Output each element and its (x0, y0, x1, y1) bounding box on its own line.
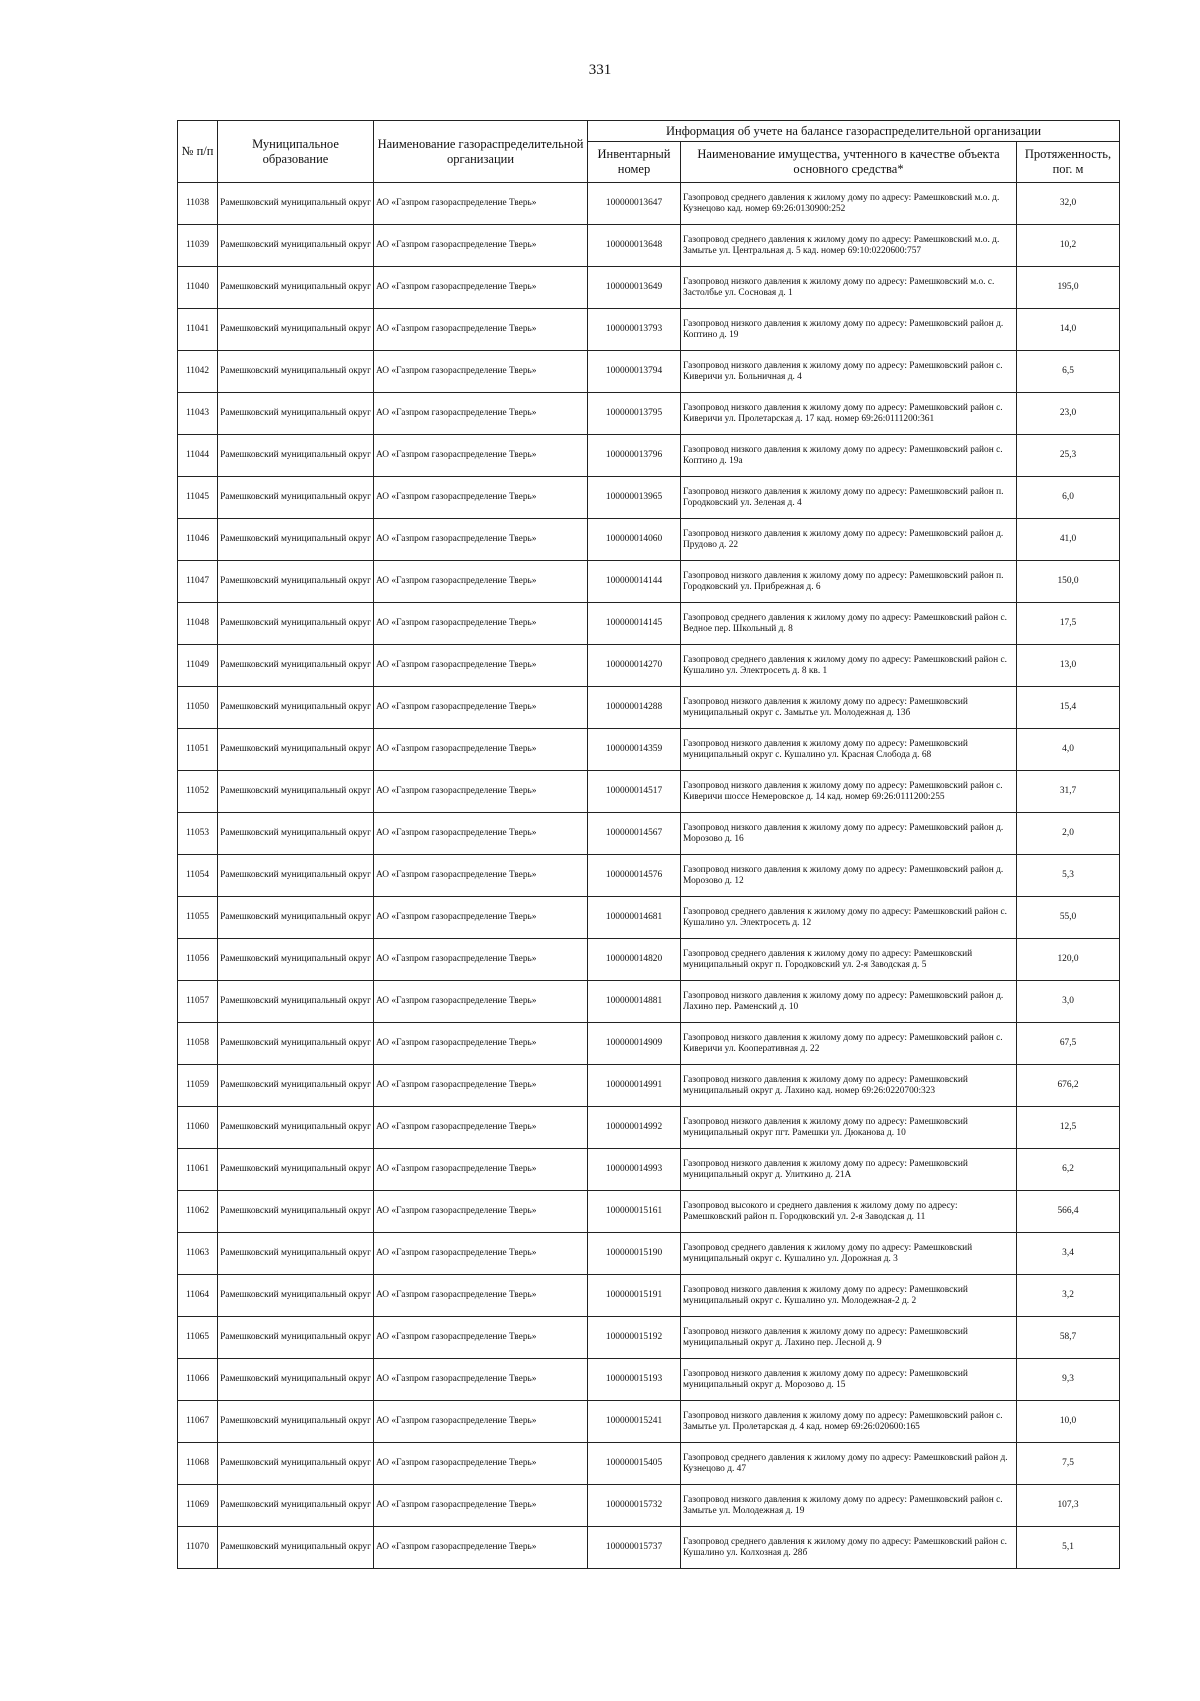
asset-name-cell: Газопровод низкого давления к жилому дому по адресу: Рамешковский район д. Морозово д. 12 (681, 855, 1017, 897)
municipality-cell: Рамешковский муниципальный округ (218, 1443, 374, 1485)
length-cell: 6,5 (1017, 351, 1120, 393)
length-cell: 41,0 (1017, 519, 1120, 561)
row-number: 11038 (178, 183, 218, 225)
registry-table (177, 120, 1120, 1569)
organization-cell: АО «Газпром газораспределение Тверь» (374, 897, 588, 939)
row-number: 11044 (178, 435, 218, 477)
row-number: 11043 (178, 393, 218, 435)
asset-name-cell: Газопровод низкого давления к жилому дому по адресу: Рамешковский район с. Коптино д. 19а (681, 435, 1017, 477)
row-number: 11066 (178, 1359, 218, 1401)
organization-cell: АО «Газпром газораспределение Тверь» (374, 645, 588, 687)
table-row (178, 1359, 1120, 1401)
table-row (178, 1065, 1120, 1107)
municipality-cell: Рамешковский муниципальный округ (218, 225, 374, 267)
inventory-number-cell: 100000014993 (588, 1149, 681, 1191)
table-row (178, 771, 1120, 813)
asset-name-cell: Газопровод низкого давления к жилому дому по адресу: Рамешковский муниципальный округ д. Морозово д. 15 (681, 1359, 1017, 1401)
asset-name-cell: Газопровод среднего давления к жилому дому по адресу: Рамешковский район с. Кушалино ул. Электросеть д. 8 кв. 1 (681, 645, 1017, 687)
table-row (178, 1233, 1120, 1275)
municipality-cell: Рамешковский муниципальный округ (218, 1149, 374, 1191)
row-number: 11065 (178, 1317, 218, 1359)
municipality-cell: Рамешковский муниципальный округ (218, 939, 374, 981)
inventory-number-cell: 100000014517 (588, 771, 681, 813)
asset-name-cell: Газопровод низкого давления к жилому дому по адресу: Рамешковский район д. Лахино пер. Раменский д. 10 (681, 981, 1017, 1023)
length-cell: 107,3 (1017, 1485, 1120, 1527)
asset-name-cell: Газопровод низкого давления к жилому дому по адресу: Рамешковский муниципальный округ с. Замытье ул. Молодежная д. 13б (681, 687, 1017, 729)
asset-name-cell: Газопровод среднего давления к жилому дому по адресу: Рамешковский муниципальный округ п. Городковский ул. 2-я Заводская д. 5 (681, 939, 1017, 981)
inventory-number-cell: 100000014992 (588, 1107, 681, 1149)
inventory-number-cell: 100000014991 (588, 1065, 681, 1107)
row-number: 11048 (178, 603, 218, 645)
length-cell: 58,7 (1017, 1317, 1120, 1359)
organization-cell: АО «Газпром газораспределение Тверь» (374, 1359, 588, 1401)
inventory-number-cell: 100000014820 (588, 939, 681, 981)
inventory-number-cell: 100000015190 (588, 1233, 681, 1275)
inventory-number-cell: 100000015737 (588, 1527, 681, 1569)
length-cell: 9,3 (1017, 1359, 1120, 1401)
inventory-number-cell: 100000014144 (588, 561, 681, 603)
length-cell: 32,0 (1017, 183, 1120, 225)
asset-name-cell: Газопровод низкого давления к жилому дому по адресу: Рамешковский муниципальный округ с. Кушалино ул. Молодежная-2 д. 2 (681, 1275, 1017, 1317)
table-row (178, 225, 1120, 267)
table-row (178, 687, 1120, 729)
organization-cell: АО «Газпром газораспределение Тверь» (374, 855, 588, 897)
inventory-number-cell: 100000015241 (588, 1401, 681, 1443)
table-row (178, 1485, 1120, 1527)
row-number: 11063 (178, 1233, 218, 1275)
row-number: 11052 (178, 771, 218, 813)
inventory-number-cell: 100000015192 (588, 1317, 681, 1359)
row-number: 11050 (178, 687, 218, 729)
municipality-cell: Рамешковский муниципальный округ (218, 897, 374, 939)
organization-cell: АО «Газпром газораспределение Тверь» (374, 1191, 588, 1233)
length-cell: 7,5 (1017, 1443, 1120, 1485)
municipality-cell: Рамешковский муниципальный округ (218, 1275, 374, 1317)
asset-name-cell: Газопровод высокого и среднего давления к жилому дому по адресу: Рамешковский район п. Городковский ул. 2-я Заводская д. 11 (681, 1191, 1017, 1233)
asset-name-cell: Газопровод среднего давления к жилому дому по адресу: Рамешковский район д. Кузнецово д. 47 (681, 1443, 1017, 1485)
municipality-cell: Рамешковский муниципальный округ (218, 729, 374, 771)
asset-name-cell: Газопровод низкого давления к жилому дому по адресу: Рамешковский район д. Морозово д. 16 (681, 813, 1017, 855)
municipality-cell: Рамешковский муниципальный округ (218, 1359, 374, 1401)
table-row (178, 1275, 1120, 1317)
organization-cell: АО «Газпром газораспределение Тверь» (374, 1233, 588, 1275)
header-info-group: Информация об учете на балансе газораспределительной организации (588, 121, 1120, 142)
municipality-cell: Рамешковский муниципальный округ (218, 183, 374, 225)
row-number: 11058 (178, 1023, 218, 1065)
table-row (178, 1401, 1120, 1443)
table-row (178, 1317, 1120, 1359)
municipality-cell: Рамешковский муниципальный округ (218, 645, 374, 687)
row-number: 11069 (178, 1485, 218, 1527)
organization-cell: АО «Газпром газораспределение Тверь» (374, 1401, 588, 1443)
length-cell: 3,4 (1017, 1233, 1120, 1275)
length-cell: 6,2 (1017, 1149, 1120, 1191)
organization-cell: АО «Газпром газораспределение Тверь» (374, 813, 588, 855)
asset-name-cell: Газопровод низкого давления к жилому дому по адресу: Рамешковский район с. Киверичи ул. Кооперативная д. 22 (681, 1023, 1017, 1065)
header-asset-name: Наименование имущества, учтенного в качестве объекта основного средства* (681, 142, 1017, 183)
length-cell: 6,0 (1017, 477, 1120, 519)
inventory-number-cell: 100000015405 (588, 1443, 681, 1485)
header-row-1 (178, 121, 1120, 142)
length-cell: 120,0 (1017, 939, 1120, 981)
row-number: 11045 (178, 477, 218, 519)
municipality-cell: Рамешковский муниципальный округ (218, 1023, 374, 1065)
asset-name-cell: Газопровод низкого давления к жилому дому по адресу: Рамешковский муниципальный округ с. Кушалино ул. Красная Слобода д. 68 (681, 729, 1017, 771)
organization-cell: АО «Газпром газораспределение Тверь» (374, 771, 588, 813)
table-row (178, 645, 1120, 687)
municipality-cell: Рамешковский муниципальный округ (218, 813, 374, 855)
asset-name-cell: Газопровод низкого давления к жилому дому по адресу: Рамешковский район д. Прудово д. 22 (681, 519, 1017, 561)
municipality-cell: Рамешковский муниципальный округ (218, 435, 374, 477)
municipality-cell: Рамешковский муниципальный округ (218, 309, 374, 351)
inventory-number-cell: 100000013647 (588, 183, 681, 225)
asset-name-cell: Газопровод среднего давления к жилому дому по адресу: Рамешковский муниципальный округ с. Кушалино ул. Дорожная д. 3 (681, 1233, 1017, 1275)
table-row (178, 477, 1120, 519)
length-cell: 12,5 (1017, 1107, 1120, 1149)
table-row (178, 1023, 1120, 1065)
row-number: 11040 (178, 267, 218, 309)
row-number: 11047 (178, 561, 218, 603)
municipality-cell: Рамешковский муниципальный округ (218, 561, 374, 603)
table-row (178, 309, 1120, 351)
length-cell: 676,2 (1017, 1065, 1120, 1107)
asset-name-cell: Газопровод среднего давления к жилому дому по адресу: Рамешковский м.о. д. Замытье ул. Центральная д. 5 кад. номер 69:10:0220600:757 (681, 225, 1017, 267)
asset-name-cell: Газопровод низкого давления к жилому дому по адресу: Рамешковский район с. Замытье ул. Пролетарская д. 4 кад. номер 69:26:020600:165 (681, 1401, 1017, 1443)
municipality-cell: Рамешковский муниципальный округ (218, 393, 374, 435)
table-row (178, 939, 1120, 981)
municipality-cell: Рамешковский муниципальный округ (218, 1065, 374, 1107)
inventory-number-cell: 100000015161 (588, 1191, 681, 1233)
header-length: Протяженность, пог. м (1017, 142, 1120, 183)
length-cell: 31,7 (1017, 771, 1120, 813)
organization-cell: АО «Газпром газораспределение Тверь» (374, 981, 588, 1023)
municipality-cell: Рамешковский муниципальный округ (218, 687, 374, 729)
row-number: 11070 (178, 1527, 218, 1569)
row-number: 11042 (178, 351, 218, 393)
row-number: 11060 (178, 1107, 218, 1149)
row-number: 11053 (178, 813, 218, 855)
row-number: 11062 (178, 1191, 218, 1233)
municipality-cell: Рамешковский муниципальный округ (218, 351, 374, 393)
municipality-cell: Рамешковский муниципальный округ (218, 855, 374, 897)
asset-name-cell: Газопровод среднего давления к жилому дому по адресу: Рамешковский район с. Кушалино ул. Колхозная д. 28б (681, 1527, 1017, 1569)
asset-name-cell: Газопровод низкого давления к жилому дому по адресу: Рамешковский муниципальный округ пгт. Рамешки ул. Дюканова д. 10 (681, 1107, 1017, 1149)
length-cell: 14,0 (1017, 309, 1120, 351)
asset-name-cell: Газопровод низкого давления к жилому дому по адресу: Рамешковский район с. Киверичи ул. Пролетарская д. 17 кад. номер 69:26:0111200:361 (681, 393, 1017, 435)
organization-cell: АО «Газпром газораспределение Тверь» (374, 519, 588, 561)
inventory-number-cell: 100000013648 (588, 225, 681, 267)
table-row (178, 393, 1120, 435)
organization-cell: АО «Газпром газораспределение Тверь» (374, 225, 588, 267)
row-number: 11056 (178, 939, 218, 981)
inventory-number-cell: 100000015193 (588, 1359, 681, 1401)
municipality-cell: Рамешковский муниципальный округ (218, 1233, 374, 1275)
inventory-number-cell: 100000014909 (588, 1023, 681, 1065)
inventory-number-cell: 100000013796 (588, 435, 681, 477)
organization-cell: АО «Газпром газораспределение Тверь» (374, 1023, 588, 1065)
header-municipality: Муниципальное образование (218, 121, 374, 183)
municipality-cell: Рамешковский муниципальный округ (218, 981, 374, 1023)
inventory-number-cell: 100000014270 (588, 645, 681, 687)
table-row (178, 183, 1120, 225)
municipality-cell: Рамешковский муниципальный округ (218, 603, 374, 645)
table-row (178, 435, 1120, 477)
asset-name-cell: Газопровод низкого давления к жилому дому по адресу: Рамешковский муниципальный округ д. Лахино кад. номер 69:26:0220700:323 (681, 1065, 1017, 1107)
asset-name-cell: Газопровод среднего давления к жилому дому по адресу: Рамешковский район с. Ведное пер. Школьный д. 8 (681, 603, 1017, 645)
table-body (178, 183, 1120, 1569)
length-cell: 195,0 (1017, 267, 1120, 309)
length-cell: 150,0 (1017, 561, 1120, 603)
organization-cell: АО «Газпром газораспределение Тверь» (374, 183, 588, 225)
length-cell: 67,5 (1017, 1023, 1120, 1065)
municipality-cell: Рамешковский муниципальный округ (218, 771, 374, 813)
header-org: Наименование газораспределительной организации (374, 121, 588, 183)
inventory-number-cell: 100000015732 (588, 1485, 681, 1527)
asset-name-cell: Газопровод низкого давления к жилому дому по адресу: Рамешковский район д. Коптино д. 19 (681, 309, 1017, 351)
length-cell: 15,4 (1017, 687, 1120, 729)
inventory-number-cell: 100000013793 (588, 309, 681, 351)
table-row (178, 561, 1120, 603)
row-number: 11061 (178, 1149, 218, 1191)
table-row (178, 1443, 1120, 1485)
municipality-cell: Рамешковский муниципальный округ (218, 519, 374, 561)
inventory-number-cell: 100000014145 (588, 603, 681, 645)
asset-name-cell: Газопровод низкого давления к жилому дому по адресу: Рамешковский район п. Городковский ул. Зеленая д. 4 (681, 477, 1017, 519)
asset-name-cell: Газопровод среднего давления к жилому дому по адресу: Рамешковский м.о. д. Кузнецово кад. номер 69:26:0130900:252 (681, 183, 1017, 225)
inventory-number-cell: 100000013965 (588, 477, 681, 519)
organization-cell: АО «Газпром газораспределение Тверь» (374, 687, 588, 729)
table-row (178, 603, 1120, 645)
table-row (178, 519, 1120, 561)
inventory-number-cell: 100000014359 (588, 729, 681, 771)
municipality-cell: Рамешковский муниципальный округ (218, 1527, 374, 1569)
row-number: 11051 (178, 729, 218, 771)
row-number: 11039 (178, 225, 218, 267)
row-number: 11041 (178, 309, 218, 351)
inventory-number-cell: 100000014288 (588, 687, 681, 729)
organization-cell: АО «Газпром газораспределение Тверь» (374, 1107, 588, 1149)
row-number: 11059 (178, 1065, 218, 1107)
organization-cell: АО «Газпром газораспределение Тверь» (374, 1527, 588, 1569)
organization-cell: АО «Газпром газораспределение Тверь» (374, 1443, 588, 1485)
length-cell: 10,0 (1017, 1401, 1120, 1443)
organization-cell: АО «Газпром газораспределение Тверь» (374, 393, 588, 435)
length-cell: 5,3 (1017, 855, 1120, 897)
row-number: 11049 (178, 645, 218, 687)
organization-cell: АО «Газпром газораспределение Тверь» (374, 1317, 588, 1359)
asset-name-cell: Газопровод низкого давления к жилому дому по адресу: Рамешковский район с. Киверичи шоссе Немеровское д. 14 кад. номер 69:26:0111200:255 (681, 771, 1017, 813)
organization-cell: АО «Газпром газораспределение Тверь» (374, 477, 588, 519)
organization-cell: АО «Газпром газораспределение Тверь» (374, 603, 588, 645)
table-header (178, 121, 1120, 183)
asset-name-cell: Газопровод низкого давления к жилому дому по адресу: Рамешковский район с. Замытье ул. Молодежная д. 19 (681, 1485, 1017, 1527)
municipality-cell: Рамешковский муниципальный округ (218, 1191, 374, 1233)
table-row (178, 1149, 1120, 1191)
table-row (178, 351, 1120, 393)
inventory-number-cell: 100000013794 (588, 351, 681, 393)
table-row (178, 813, 1120, 855)
inventory-number-cell: 100000015191 (588, 1275, 681, 1317)
row-number: 11046 (178, 519, 218, 561)
municipality-cell: Рамешковский муниципальный округ (218, 1317, 374, 1359)
row-number: 11055 (178, 897, 218, 939)
row-number: 11064 (178, 1275, 218, 1317)
asset-name-cell: Газопровод низкого давления к жилому дому по адресу: Рамешковский муниципальный округ д. Лахино пер. Лесной д. 9 (681, 1317, 1017, 1359)
municipality-cell: Рамешковский муниципальный округ (218, 477, 374, 519)
length-cell: 5,1 (1017, 1527, 1120, 1569)
organization-cell: АО «Газпром газораспределение Тверь» (374, 1275, 588, 1317)
header-num: № п/п (178, 121, 218, 183)
length-cell: 4,0 (1017, 729, 1120, 771)
row-number: 11067 (178, 1401, 218, 1443)
length-cell: 2,0 (1017, 813, 1120, 855)
organization-cell: АО «Газпром газораспределение Тверь» (374, 1149, 588, 1191)
table-row (178, 1107, 1120, 1149)
municipality-cell: Рамешковский муниципальный округ (218, 1107, 374, 1149)
row-number: 11057 (178, 981, 218, 1023)
length-cell: 17,5 (1017, 603, 1120, 645)
inventory-number-cell: 100000014681 (588, 897, 681, 939)
organization-cell: АО «Газпром газораспределение Тверь» (374, 267, 588, 309)
inventory-number-cell: 100000014567 (588, 813, 681, 855)
table-row (178, 855, 1120, 897)
asset-name-cell: Газопровод низкого давления к жилому дому по адресу: Рамешковский район с. Киверичи ул. Больничная д. 4 (681, 351, 1017, 393)
organization-cell: АО «Газпром газораспределение Тверь» (374, 1065, 588, 1107)
organization-cell: АО «Газпром газораспределение Тверь» (374, 309, 588, 351)
row-number: 11054 (178, 855, 218, 897)
length-cell: 13,0 (1017, 645, 1120, 687)
length-cell: 3,0 (1017, 981, 1120, 1023)
inventory-number-cell: 100000013795 (588, 393, 681, 435)
asset-name-cell: Газопровод низкого давления к жилому дому по адресу: Рамешковский м.о. с. Застолбье ул. Сосновая д. 1 (681, 267, 1017, 309)
organization-cell: АО «Газпром газораспределение Тверь» (374, 351, 588, 393)
table-row (178, 1527, 1120, 1569)
organization-cell: АО «Газпром газораспределение Тверь» (374, 729, 588, 771)
inventory-number-cell: 100000014576 (588, 855, 681, 897)
asset-name-cell: Газопровод низкого давления к жилому дому по адресу: Рамешковский район п. Городковский ул. Прибрежная д. 6 (681, 561, 1017, 603)
organization-cell: АО «Газпром газораспределение Тверь» (374, 939, 588, 981)
asset-name-cell: Газопровод низкого давления к жилому дому по адресу: Рамешковский муниципальный округ д. Улиткино д. 21А (681, 1149, 1017, 1191)
municipality-cell: Рамешковский муниципальный округ (218, 267, 374, 309)
header-inventory: Инвентарный номер (588, 142, 681, 183)
inventory-number-cell: 100000014060 (588, 519, 681, 561)
length-cell: 23,0 (1017, 393, 1120, 435)
row-number: 11068 (178, 1443, 218, 1485)
length-cell: 55,0 (1017, 897, 1120, 939)
length-cell: 10,2 (1017, 225, 1120, 267)
table-row (178, 267, 1120, 309)
table-row (178, 729, 1120, 771)
municipality-cell: Рамешковский муниципальный округ (218, 1401, 374, 1443)
table-row (178, 1191, 1120, 1233)
length-cell: 566,4 (1017, 1191, 1120, 1233)
page-number: 331 (588, 62, 612, 78)
municipality-cell: Рамешковский муниципальный округ (218, 1485, 374, 1527)
length-cell: 3,2 (1017, 1275, 1120, 1317)
inventory-number-cell: 100000013649 (588, 267, 681, 309)
inventory-number-cell: 100000014881 (588, 981, 681, 1023)
asset-name-cell: Газопровод среднего давления к жилому дому по адресу: Рамешковский район с. Кушалино ул. Электросеть д. 12 (681, 897, 1017, 939)
organization-cell: АО «Газпром газораспределение Тверь» (374, 435, 588, 477)
length-cell: 25,3 (1017, 435, 1120, 477)
organization-cell: АО «Газпром газораспределение Тверь» (374, 561, 588, 603)
organization-cell: АО «Газпром газораспределение Тверь» (374, 1485, 588, 1527)
table-row (178, 981, 1120, 1023)
table-row (178, 897, 1120, 939)
